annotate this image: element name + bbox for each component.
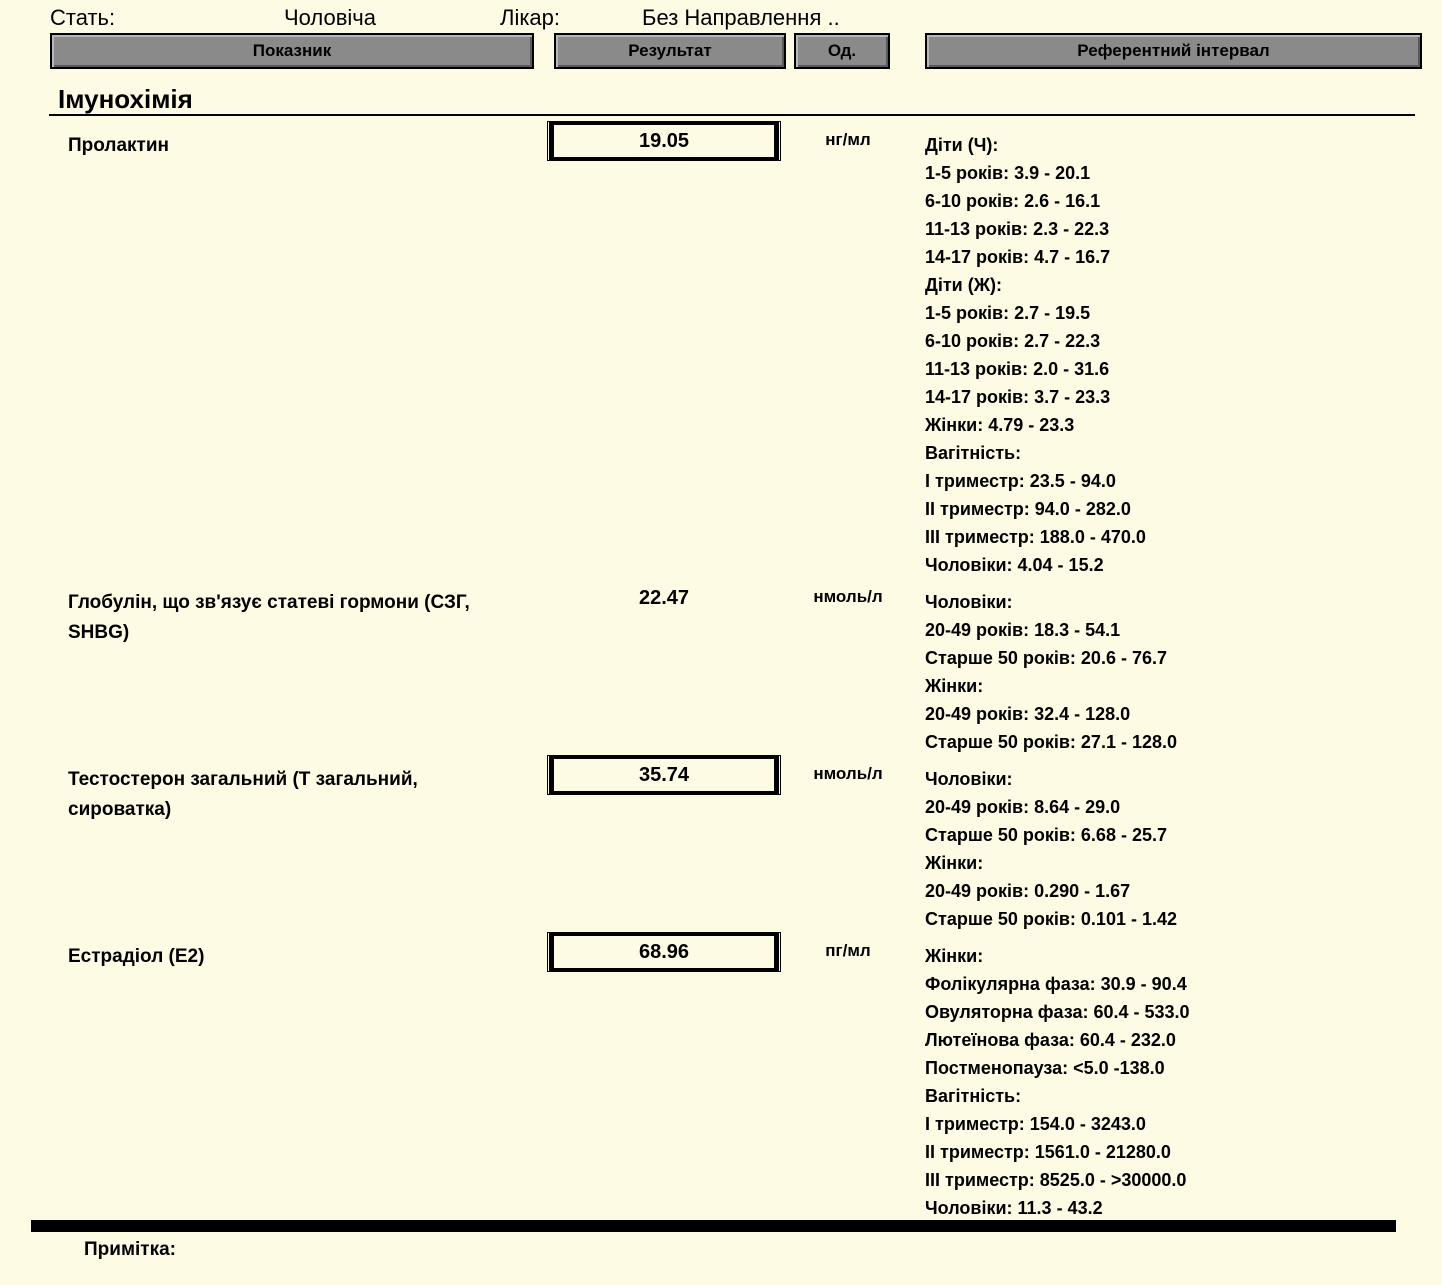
reference-line: 20-49 років: 0.290 - 1.67	[925, 881, 1131, 901]
reference-line: Старше 50 років: 27.1 - 128.0	[925, 732, 1177, 752]
reference-interval	[925, 942, 1405, 1222]
reference-line: II триместр: 94.0 - 282.0	[925, 499, 1131, 519]
reference-line: Жінки:	[925, 676, 984, 696]
reference-line: Вагітність:	[925, 1086, 1022, 1106]
reference-line: 11-13 років: 2.3 - 22.3	[925, 219, 1110, 239]
test-result: 22.47	[638, 586, 690, 609]
test-result: 68.96	[547, 932, 781, 972]
reference-line: Вагітність:	[925, 443, 1022, 463]
reference-line: Діти (Ч):	[925, 135, 999, 155]
test-unit: нмоль/л	[813, 764, 883, 783]
reference-line: Чоловіки:	[925, 769, 1013, 789]
reference-line: Жінки:	[925, 853, 984, 873]
section-title: Імунохімія	[58, 84, 193, 114]
reference-line: 11-13 років: 2.0 - 31.6	[925, 359, 1110, 379]
test-unit: нг/мл	[825, 130, 871, 149]
reference-line: Діти (Ж):	[925, 275, 1002, 295]
reference-line: 14-17 років: 3.7 - 23.3	[925, 387, 1111, 407]
test-result: 19.05	[547, 121, 781, 161]
reference-line: Старше 50 років: 6.68 - 25.7	[925, 825, 1167, 845]
reference-line: III триместр: 8525.0 - >30000.0	[925, 1170, 1187, 1190]
reference-line: III триместр: 188.0 - 470.0	[925, 527, 1146, 547]
doctor-label: Лікар:	[500, 5, 561, 30]
reference-line: Жінки:	[925, 946, 984, 966]
test-name: Тестостерон загальний (Т загальний, сироватка)	[68, 769, 418, 820]
reference-line: Фолікулярна фаза: 30.9 - 90.4	[925, 974, 1187, 994]
reference-line: 20-49 років: 32.4 - 128.0	[925, 704, 1131, 724]
test-unit: нмоль/л	[813, 587, 883, 606]
test-result: 35.74	[547, 755, 781, 795]
reference-line: Чоловіки: 4.04 - 15.2	[925, 555, 1104, 575]
reference-line: 6-10 років: 2.6 - 16.1	[925, 191, 1101, 211]
column-header-unit: Од.	[794, 33, 890, 69]
section-divider	[49, 114, 1415, 116]
bottom-divider	[31, 1220, 1396, 1232]
reference-line: 20-49 років: 8.64 - 29.0	[925, 797, 1121, 817]
reference-line: I триместр: 23.5 - 94.0	[925, 471, 1116, 491]
reference-line: Постменопауза: <5.0 -138.0	[925, 1058, 1165, 1078]
sex-value: Чоловіча	[284, 5, 377, 30]
reference-line: Старше 50 років: 20.6 - 76.7	[925, 648, 1167, 668]
reference-line: Старше 50 років: 0.101 - 1.42	[925, 909, 1177, 929]
reference-line: 20-49 років: 18.3 - 54.1	[925, 620, 1121, 640]
reference-line: 14-17 років: 4.7 - 16.7	[925, 247, 1111, 267]
reference-line: I триместр: 154.0 - 3243.0	[925, 1114, 1146, 1134]
note-label: Примітка:	[84, 1239, 176, 1260]
column-header-reference: Референтний інтервал	[925, 33, 1422, 69]
reference-interval	[925, 588, 1405, 756]
column-header-result: Результат	[554, 33, 786, 69]
reference-line: Овуляторна фаза: 60.4 - 533.0	[925, 1002, 1190, 1022]
reference-line: II триместр: 1561.0 - 21280.0	[925, 1142, 1171, 1162]
reference-interval	[925, 131, 1405, 579]
reference-line: 1-5 років: 3.9 - 20.1	[925, 163, 1091, 183]
test-name: Глобулін, що зв'язує статеві гормони (СЗГ, SHBG)	[68, 592, 470, 643]
doctor-value: Без Направлення ..	[642, 5, 840, 30]
reference-line: Лютеїнова фаза: 60.4 - 232.0	[925, 1030, 1176, 1050]
sex-label: Стать:	[50, 5, 116, 30]
reference-line: Чоловіки: 11.3 - 43.2	[925, 1198, 1103, 1218]
test-name: Пролактин	[68, 135, 170, 156]
test-name: Естрадіол (E2)	[68, 946, 205, 967]
reference-line: Жінки: 4.79 - 23.3	[925, 415, 1075, 435]
reference-line: 1-5 років: 2.7 - 19.5	[925, 303, 1091, 323]
column-header-indicator: Показник	[50, 33, 534, 69]
test-unit: пг/мл	[825, 941, 871, 960]
reference-line: 6-10 років: 2.7 - 22.3	[925, 331, 1101, 351]
reference-interval	[925, 765, 1405, 933]
reference-line: Чоловіки:	[925, 592, 1013, 612]
